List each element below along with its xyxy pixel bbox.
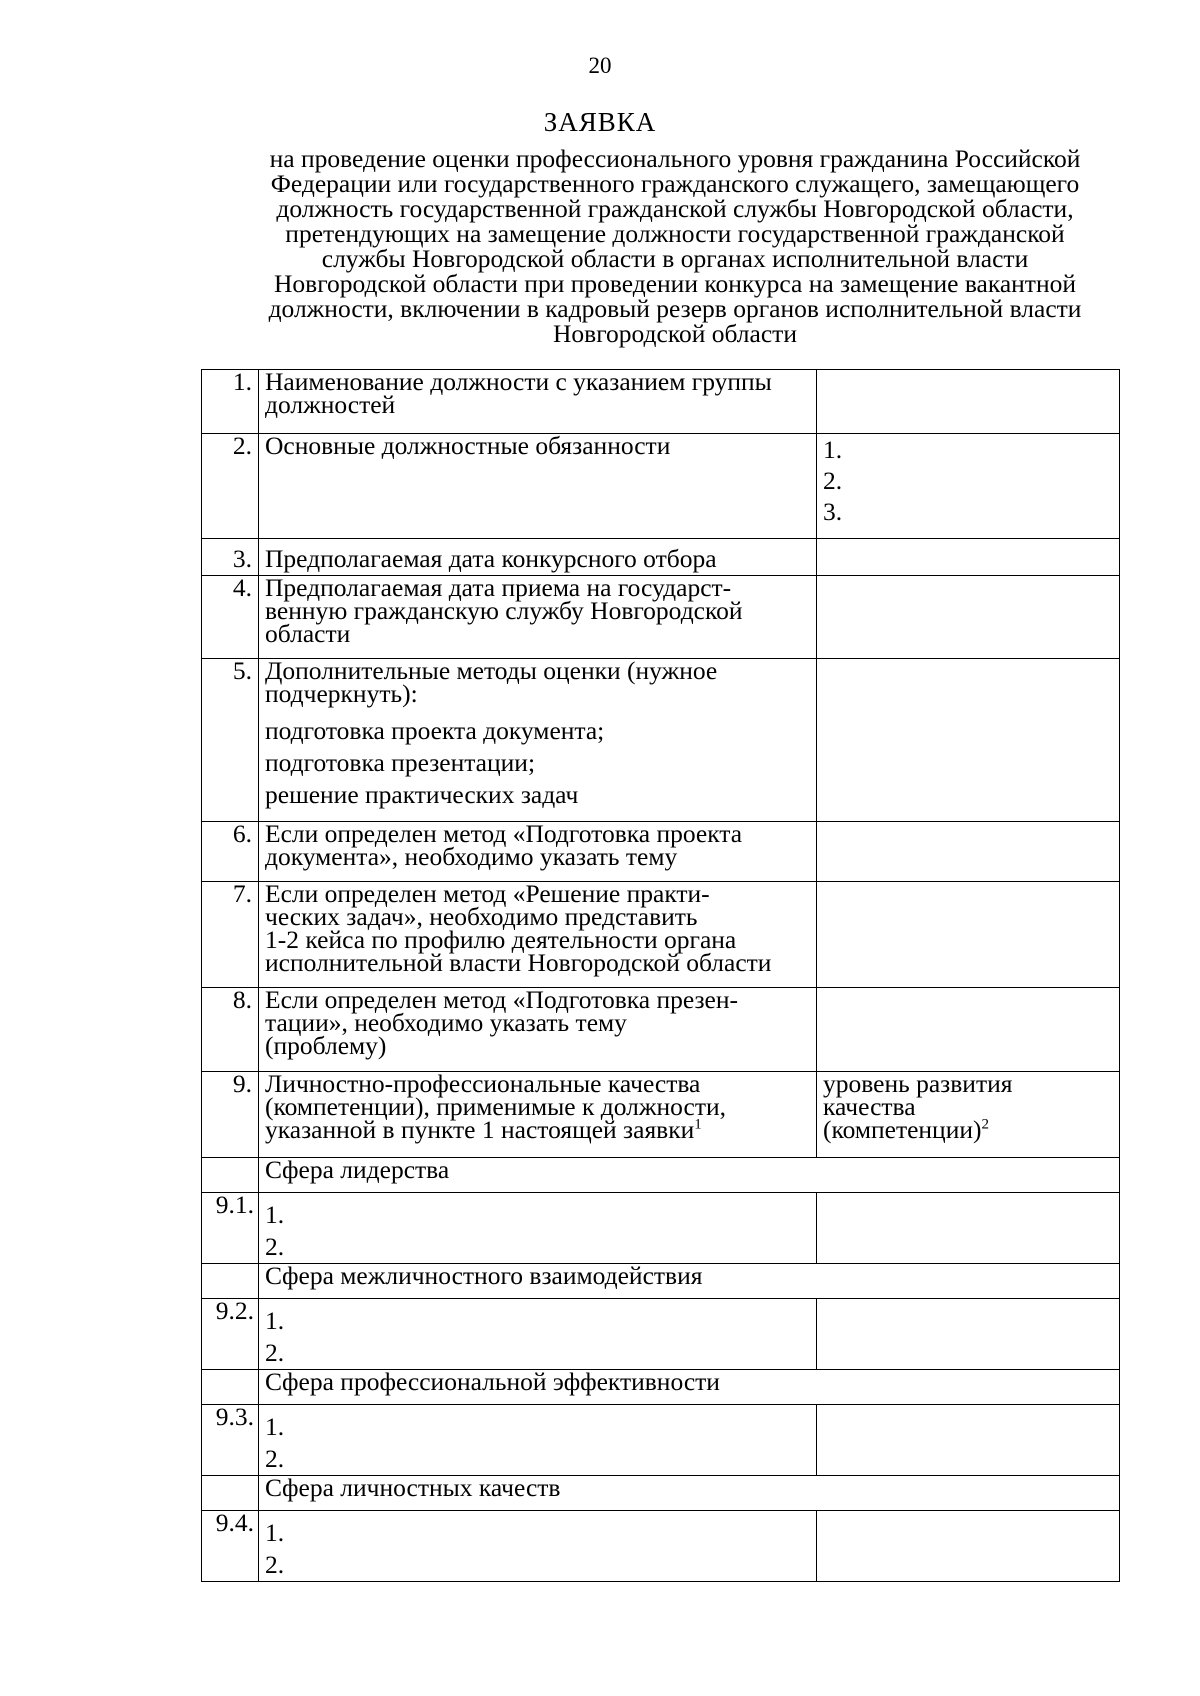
row-number: 1. bbox=[202, 370, 259, 434]
form-row-4 bbox=[202, 576, 1120, 659]
subtitle-line: Новгородской области bbox=[553, 319, 797, 348]
application-form-table bbox=[201, 369, 1120, 1582]
form-row-5 bbox=[202, 659, 1120, 822]
form-row-1 bbox=[202, 370, 1120, 434]
form-row-8 bbox=[202, 988, 1120, 1072]
competency-item: 2. bbox=[265, 1550, 285, 1579]
duty-item: 2. bbox=[823, 466, 843, 495]
method-option[interactable]: подготовка презентации; bbox=[265, 748, 536, 777]
competency-list[interactable] bbox=[259, 1511, 817, 1582]
footnote-marker: 2 bbox=[981, 1116, 989, 1133]
competency-level-field[interactable] bbox=[817, 1511, 1120, 1582]
duties-field[interactable] bbox=[817, 434, 1120, 539]
form-row-9 bbox=[202, 1072, 1120, 1158]
sphere-header-row bbox=[202, 1158, 1120, 1193]
subtitle-line: Новгородской области при проведении конкурса на замещение вакантной bbox=[273, 269, 1076, 298]
subtitle-line: претендующих на замещение должности государственной гражданской bbox=[285, 219, 1065, 248]
row-label: Личностно-профессиональные качества (компетенции), применимые к должности, указанной в пункте 1 настоящей заявки$^1$ bbox=[259, 1072, 817, 1158]
competency-item: 1. bbox=[265, 1412, 285, 1441]
case-field[interactable] bbox=[817, 882, 1120, 988]
document-title: ЗАЯВКА bbox=[543, 107, 657, 137]
sphere-title: Сфера межличностного взаимодействия bbox=[259, 1264, 1120, 1299]
sphere-items-row bbox=[202, 1299, 1120, 1370]
form-row-2 bbox=[202, 434, 1120, 539]
subtitle-line: должности, включении в кадровый резерв органов исполнительной власти bbox=[268, 294, 1082, 323]
row-label: Если определен метод «Решение практи- ческих задач», необходимо представить 1-2 кейса по профилю деятельности органа исполнительной власти Новгородской области bbox=[259, 882, 817, 988]
competency-item: 2. bbox=[265, 1232, 285, 1261]
sphere-title: Сфера профессиональной эффективности bbox=[259, 1370, 1120, 1405]
sphere-items-row bbox=[202, 1193, 1120, 1264]
competency-list[interactable] bbox=[259, 1299, 817, 1370]
row-number: 6. bbox=[202, 822, 259, 882]
row-number: 5. bbox=[202, 659, 259, 822]
selection-date-field[interactable] bbox=[817, 539, 1120, 576]
row-number: 9.3. bbox=[202, 1405, 259, 1476]
hire-date-field[interactable] bbox=[817, 576, 1120, 659]
method-option[interactable]: решение практических задач bbox=[265, 780, 579, 809]
row-number: 8. bbox=[202, 988, 259, 1072]
presentation-topic-field[interactable] bbox=[817, 988, 1120, 1072]
subtitle-line: Федерации или государственного гражданского служащего, замещающего bbox=[270, 169, 1080, 198]
sphere-items-row bbox=[202, 1511, 1120, 1582]
competency-level-header: уровень развития качества (компетенции)$^2$ bbox=[817, 1072, 1120, 1158]
row-label: Если определен метод «Подготовка проекта документа», необходимо указать тему bbox=[259, 822, 817, 882]
document-subtitle bbox=[210, 146, 1140, 346]
competency-level-field[interactable] bbox=[817, 1405, 1120, 1476]
form-row-7 bbox=[202, 882, 1120, 988]
form-row-3 bbox=[202, 539, 1120, 576]
row-label: Предполагаемая дата приема на государст- венную гражданскую службу Новгородской области bbox=[259, 576, 817, 659]
row-number: 9.4. bbox=[202, 1511, 259, 1582]
row-label: Дополнительные методы оценки (нужное подчеркнуть): подготовка проекта документа; подготовка презентации; решение практических задач bbox=[259, 659, 817, 822]
form-row-6 bbox=[202, 822, 1120, 882]
footnote-marker: 1 bbox=[694, 1116, 702, 1133]
methods-field[interactable] bbox=[817, 659, 1120, 822]
competency-item: 2. bbox=[265, 1338, 285, 1367]
position-name-field[interactable] bbox=[817, 370, 1120, 434]
subtitle-line: службы Новгородской области в органах исполнительной власти bbox=[321, 244, 1029, 273]
row-number: 9.1. bbox=[202, 1193, 259, 1264]
competency-item: 2. bbox=[265, 1444, 285, 1473]
subtitle-line: на проведение оценки профессионального уровня гражданина Российской bbox=[269, 144, 1081, 173]
competency-item: 1. bbox=[265, 1518, 285, 1547]
row-label: Если определен метод «Подготовка презен- тации», необходимо указать тему (проблему) bbox=[259, 988, 817, 1072]
duty-item: 3. bbox=[823, 497, 843, 526]
subtitle-line: должность государственной гражданской службы Новгородской области, bbox=[276, 194, 1074, 223]
page-number: 20 bbox=[588, 53, 612, 78]
competency-list[interactable] bbox=[259, 1405, 817, 1476]
row-label: Наименование должности с указанием группы должностей bbox=[259, 370, 817, 434]
competency-level-field[interactable] bbox=[817, 1299, 1120, 1370]
row-label: Предполагаемая дата конкурсного отбора bbox=[259, 539, 817, 576]
row-number: 2. bbox=[202, 434, 259, 539]
row-number: 9. bbox=[202, 1072, 259, 1158]
competency-item: 1. bbox=[265, 1306, 285, 1335]
competency-list[interactable] bbox=[259, 1193, 817, 1264]
row-number: 4. bbox=[202, 576, 259, 659]
sphere-header-row bbox=[202, 1476, 1120, 1511]
row-number: 3. bbox=[202, 539, 259, 576]
competency-level-field[interactable] bbox=[817, 1193, 1120, 1264]
method-option[interactable]: подготовка проекта документа; bbox=[265, 716, 605, 745]
sphere-header-row bbox=[202, 1264, 1120, 1299]
competency-item: 1. bbox=[265, 1200, 285, 1229]
duty-item: 1. bbox=[823, 435, 843, 464]
sphere-title: Сфера личностных качеств bbox=[259, 1476, 1120, 1511]
sphere-title: Сфера лидерства bbox=[259, 1158, 1120, 1193]
document-topic-field[interactable] bbox=[817, 822, 1120, 882]
row-number: 9.2. bbox=[202, 1299, 259, 1370]
row-label: Основные должностные обязанности bbox=[259, 434, 817, 539]
sphere-header-row bbox=[202, 1370, 1120, 1405]
row-number: 7. bbox=[202, 882, 259, 988]
sphere-items-row bbox=[202, 1405, 1120, 1476]
